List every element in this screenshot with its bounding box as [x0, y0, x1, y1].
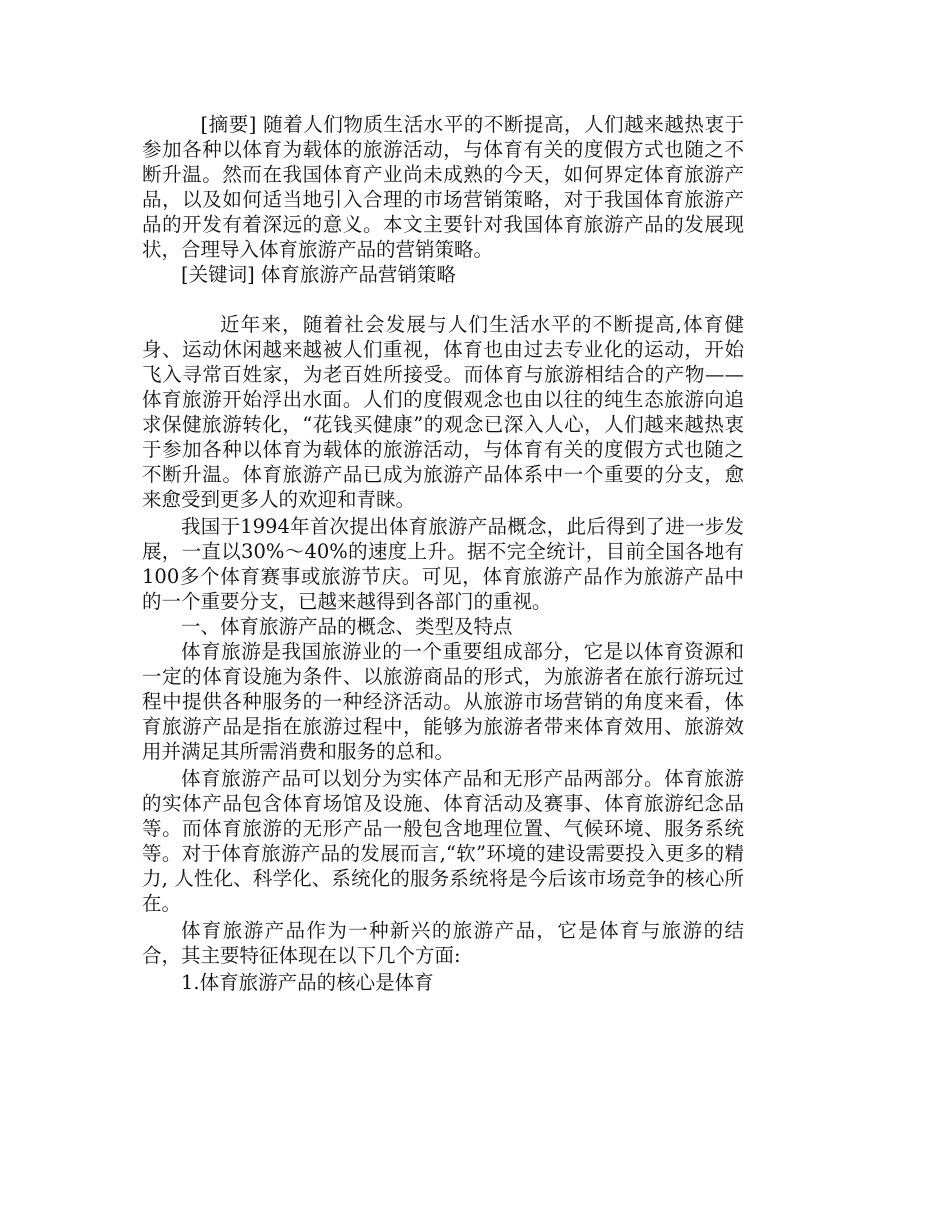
body-paragraph-definition: 体育旅游是我国旅游业的一个重要组成部分，它是以体育资源和一定的体育设施为条件、以旅游商品的形式，为旅游者在旅行游玩过程中提供各种服务的一种经济活动。从旅游市场营销的角度来看，体育旅游产品是指在旅游过程中，能够为旅游者带来体育效用、旅游效用并满足其所需消费和服务的总和。 — [142, 640, 744, 763]
document-page — [142, 112, 744, 995]
list-item-1: 1.体育旅游产品的核心是体育 — [181, 971, 434, 994]
keywords-label: [关键词] — [181, 263, 255, 286]
abstract-paragraph — [142, 112, 744, 262]
section-heading-1: 一、体育旅游产品的概念、类型及特点 — [181, 615, 513, 638]
keywords-line — [142, 262, 744, 287]
body-paragraph-history: 我国于1994年首次提出体育旅游产品概念，此后得到了进一步发展，一直以30%～40%的速度上升。据不完全统计，目前全国各地有100多个体育赛事或旅游节庆。可见，体育旅游产品作为旅游产品中的一个重要分支，已越来越得到各部门的重视。 — [142, 515, 744, 613]
abstract-text: 随着人们物质生活水平的不断提高，人们越来越热衷于参加各种以体育为载体的旅游活动，与体育有关的度假方式也随之不断升温。然而在我国体育产业尚未成熟的今天，如何界定体育旅游产品，以及如何适当地引入合理的市场营销策略，对于我国体育旅游产品的开发有着深远的意义。本文主要针对我国体育旅游产品的发展现状，合理导入体育旅游产品的营销策略。 — [142, 113, 745, 261]
body-paragraph-intro: 近年来，随着社会发展与人们生活水平的不断提高,体育健身、运动休闲越来越被人们重视，体育也由过去专业化的运动，开始飞入寻常百姓家，为老百姓所接受。而体育与旅游相结合的产物——体育旅游开始浮出水面。人们的度假观念也由以往的纯生态旅游向追求保健旅游转化，“花钱买健康”的观念已深入人心，人们越来越热衷于参加各种以体育为载体的旅游活动，与体育有关的度假方式也随之不断升温。体育旅游产品已成为旅游产品体系中一个重要的分支，愈来愈受到更多人的欢迎和青睐。 — [142, 313, 744, 511]
body-paragraph-features: 体育旅游产品作为一种新兴的旅游产品，它是体育与旅游的结合，其主要特征体现在以下几个方面: — [142, 919, 744, 967]
body-paragraph-types: 体育旅游产品可以划分为实体产品和无形产品两部分。体育旅游的实体产品包含体育场馆及设施、体育活动及赛事、体育旅游纪念品等。而体育旅游的无形产品一般包含地理位置、气候环境、服务系统等。对于体育旅游产品的发展而言,“软”环境的建设需要投入更多的精力, 人性化、科学化、系统化的服务系统将是今后该市场竞争的核心所在。 — [142, 767, 744, 915]
abstract-label: [摘要] — [200, 113, 257, 136]
keywords-text: 体育旅游产品营销策略 — [254, 263, 456, 286]
